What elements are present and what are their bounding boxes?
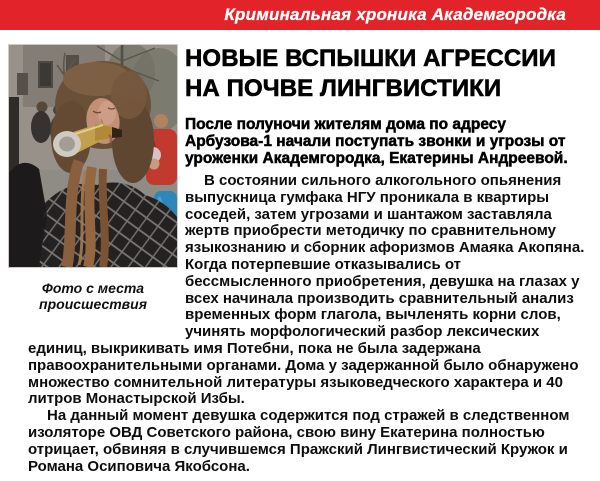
lead-paragraph: После полуночи жителям дома по адресу Арбузова-1 начали поступать звонки и угрозы от уроженки Академгородка, Екатерины Андреевой. xyxy=(185,116,568,167)
article xyxy=(0,30,600,475)
body-paragraph-1: В состоянии сильного алкогольного опьянения выпускница гумфака НГУ проникала в квартиры соседей, затем угрозами и шантажом заставляла жертв приобрести методичку по сравнительному языкознанию и сборник афоризмов Амаяка Акопяна. Когда потерпевшие отказывались от бессмысленного приобретения, девушка на глазах у всех начинала производить сравнительный анализ временных форм глагола, вычленять корни слов, учинять морфологический разбор лексических единиц, выкрикивать имя Потебни, пока не была задержана правоохранительными органами. Дома у задержанной было обнаружено множество сомнительной литературы языковедческого характера и 40 литров Монастырской Избы. xyxy=(28,172,585,408)
body-paragraph-2: На данный момент девушка содержится под стражей в следственном изоляторе ОВД Советского района, свою вину Екатерина полностью отрицает, обвиняя в случившемся Пражский Лингвистический Кружок и Романа Осиповича Якобсона. xyxy=(28,407,570,475)
banner-title: Криминальная хроника Академгородка xyxy=(224,5,566,24)
section-banner xyxy=(0,0,600,30)
photo-caption: Фото с места происшествия xyxy=(39,280,147,312)
incident-photo xyxy=(8,44,178,268)
headline: НОВЫЕ ВСПЫШКИ АГРЕССИИ НА ПОЧВЕ ЛИНГВИСТИКИ xyxy=(185,45,557,102)
photo-block xyxy=(8,44,178,332)
